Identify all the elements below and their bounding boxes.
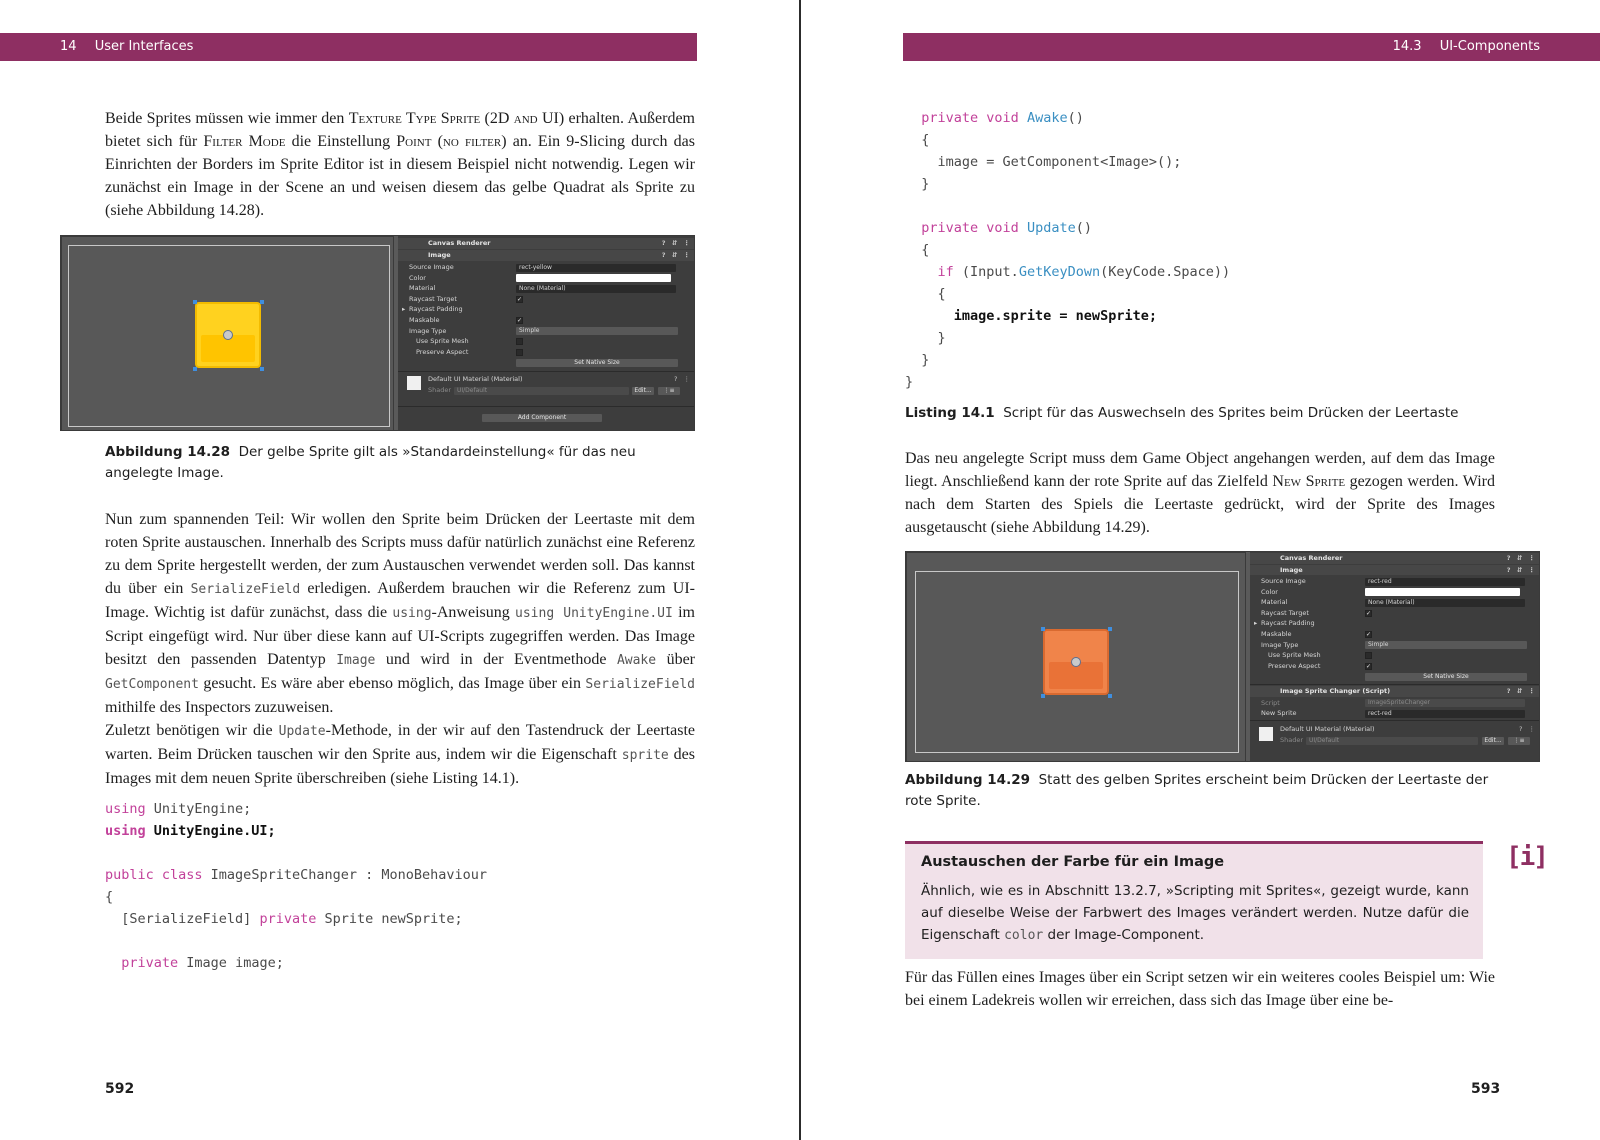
- text-run: UI) erhalten. Außerdem bietet sich für: [105, 110, 695, 150]
- shader-menu-button[interactable]: ⋮≡: [1508, 737, 1530, 745]
- default-material-row: [398, 374, 695, 385]
- code-line: private void Update(): [921, 220, 1092, 236]
- code-line: private Image image;: [121, 955, 284, 971]
- field-label: Maskable: [409, 316, 440, 324]
- code-line: image.sprite = newSprite;: [905, 308, 1157, 324]
- text-run: mithilfe des Inspectors zuzuweisen.: [105, 699, 334, 716]
- component-menu-icon: ? ⇵ ⋮: [661, 239, 692, 247]
- right-page: [801, 0, 1600, 1140]
- text-run: (: [431, 133, 443, 150]
- text-run: des Images mit dem neuen Sprite überschreiben (siehe Listing 14.1).: [105, 746, 696, 787]
- paragraph-fill: Für das Füllen eines Images über ein Script setzen wir ein weiteres cooles Beispiel um: Wie bei einem Ladekreis wollen wir erreichen, dass sich das Image über eine be-: [905, 969, 1495, 1009]
- add-component-button[interactable]: Add Component: [482, 414, 602, 422]
- pivot-gizmo-icon: [223, 330, 233, 340]
- material-row: [1250, 597, 1540, 608]
- text-run: -Methode, in der wir auf den Tastendruck der Leertaste warten. Beim Drücken tauschen wir den Sprite aus, indem wir die Eigenschaft: [105, 722, 695, 763]
- source-image-field[interactable]: rect-red: [1365, 578, 1525, 586]
- field-label: Preserve Aspect: [416, 347, 469, 356]
- scene-view: [61, 236, 394, 431]
- shader-edit-button[interactable]: Edit...: [1482, 737, 1504, 745]
- inspector-panel: [398, 236, 695, 431]
- field-label: Preserve Aspect: [1268, 661, 1321, 670]
- add-component-row: [398, 412, 695, 423]
- source-image-row: [1250, 576, 1540, 587]
- field-label: Color: [409, 273, 426, 282]
- paragraph-explanation: [105, 508, 695, 719]
- script-field: ImageSpriteChanger: [1365, 699, 1525, 707]
- divider: [398, 371, 695, 372]
- use-sprite-mesh-row: [1250, 650, 1540, 661]
- preserve-aspect-row: [1250, 661, 1540, 672]
- text-run: der Image-Component.: [1043, 927, 1205, 943]
- expand-arrow-icon[interactable]: ▸: [402, 305, 406, 313]
- text-run: Ähnlich, wie es in Abschnitt 13.2.7, »Scripting mit Sprites«, gezeigt wurde, kann auf dieselbe Weise der Farbwert des Images verändert werden. Nutze dafür die Eigenschaft: [921, 883, 1469, 943]
- inline-code: color: [1004, 928, 1044, 943]
- unity-screenshot-yellow: [60, 235, 695, 431]
- text-run: und wird in der Eventmethode: [375, 651, 617, 668]
- script-row: [1250, 698, 1540, 709]
- info-icon: [i]: [1506, 842, 1547, 872]
- text-run: die Einstellung: [285, 133, 397, 150]
- inline-code: SerializeField: [585, 677, 695, 692]
- component-menu-icon: ? ⇵ ⋮: [1506, 554, 1537, 562]
- field-label: Raycast Target: [1261, 608, 1309, 617]
- component-menu-icon: ? ⋮: [1518, 725, 1537, 733]
- inspector-panel: [1250, 552, 1540, 762]
- code-line: {: [905, 132, 930, 148]
- preserve-aspect-checkbox[interactable]: [516, 349, 523, 356]
- image-type-row: [398, 326, 695, 337]
- field-label: Raycast Padding: [1261, 619, 1315, 627]
- code-line: image = GetComponent<Image>();: [905, 154, 1182, 170]
- material-field[interactable]: None (Material): [516, 285, 676, 293]
- code-listing-part2: [905, 107, 1230, 393]
- new-sprite-row: [1250, 708, 1540, 719]
- inline-code: Awake: [616, 653, 657, 668]
- field-label: Use Sprite Mesh: [1268, 651, 1321, 659]
- section-number: 14.3: [1392, 39, 1422, 54]
- set-native-size-button[interactable]: Set Native Size: [1365, 673, 1527, 681]
- inline-code: GetComponent: [105, 677, 199, 692]
- field-label: New Sprite: [1261, 709, 1297, 717]
- listing-label: Listing 14.1: [905, 405, 995, 421]
- component-title: Image: [428, 251, 451, 259]
- set-native-size-button[interactable]: Set Native Size: [516, 359, 678, 367]
- use-sprite-mesh-checkbox[interactable]: [516, 338, 523, 345]
- raycast-padding-row: [398, 304, 695, 315]
- rect-handle: [1108, 627, 1112, 631]
- chapter-title: User Interfaces: [94, 39, 194, 54]
- figure-caption: [905, 770, 1495, 812]
- chapter-number: 14: [60, 39, 77, 54]
- image-type-dropdown[interactable]: Simple: [516, 327, 678, 335]
- inline-code: sprite: [621, 748, 669, 763]
- info-box: [905, 841, 1483, 959]
- expand-arrow-icon[interactable]: ▸: [1254, 619, 1258, 627]
- field-label: Material: [409, 284, 436, 292]
- component-title: Canvas Renderer: [1280, 554, 1343, 562]
- ui-term: Point: [396, 133, 432, 150]
- text-run: -Anweisung: [431, 604, 516, 621]
- material-row: [398, 283, 695, 294]
- raycast-target-checkbox[interactable]: ✓: [1366, 609, 1372, 617]
- inline-code: using: [392, 606, 432, 621]
- maskable-checkbox[interactable]: ✓: [517, 317, 523, 324]
- scene-view: [906, 552, 1246, 762]
- field-label: Shader: [428, 386, 452, 394]
- text-run: Nun zum spannenden Teil: Wir wollen den Sprite beim Drücken der Leertaste mit dem roten Sprite austauschen. Innerhalb des Scripts muss dafür natürlich zunächst eine Referenz zu dem Sprite hergestellt werden, der zum Austauschen verwendet werden soll. Das kannst du über ein: [105, 511, 695, 597]
- default-material-row: [1250, 724, 1540, 735]
- material-title: Default UI Material (Material): [1280, 725, 1375, 733]
- pivot-gizmo-icon: [1071, 657, 1081, 667]
- canvas-renderer-header: [398, 238, 695, 249]
- color-field[interactable]: [1365, 588, 1520, 596]
- component-title: Image Sprite Changer (Script): [1280, 687, 1391, 695]
- raycast-padding-row: [1250, 618, 1540, 629]
- code-line: using UnityEngine;: [105, 801, 252, 817]
- code-listing-part1: [105, 798, 487, 974]
- code-line: [SerializeField] private Sprite newSprite;: [105, 911, 463, 927]
- rect-handle: [1041, 627, 1045, 631]
- rect-handle: [1041, 694, 1045, 698]
- canvas-renderer-header: [1250, 553, 1540, 564]
- field-label: Source Image: [409, 263, 454, 271]
- code-line: [105, 842, 487, 864]
- image-header: [398, 250, 695, 261]
- code-line: if (Input.GetKeyDown(KeyCode.Space)): [937, 264, 1231, 280]
- source-image-row: [398, 262, 695, 273]
- text-run: erledigen. Außerdem brauchen wir die Referenz zum UI-Image. Wichtig ist dafür zunächst, dass die: [105, 580, 696, 621]
- shader-dropdown[interactable]: UI/Default: [454, 387, 629, 395]
- listing-caption: [905, 403, 1505, 424]
- code-line: }: [905, 330, 946, 346]
- page-number: 592: [105, 1081, 135, 1097]
- component-menu-icon: ? ⇵ ⋮: [1506, 687, 1537, 695]
- rect-handle: [1108, 694, 1112, 698]
- code-line: private void Awake(): [921, 110, 1084, 126]
- code-line: {: [105, 889, 114, 905]
- field-label: Shader: [1280, 736, 1304, 744]
- info-box-title: Austauschen der Farbe für ein Image: [921, 854, 1225, 870]
- ui-term: Filter Mode: [203, 133, 286, 150]
- color-row: [1250, 587, 1540, 598]
- rect-handle: [260, 300, 264, 304]
- paragraph-update: [105, 719, 695, 790]
- text-run: Das neu angelegte Script muss dem Game Object angehangen werden, auf dem das Image liegt. Anschließend kann der rote Sprite auf das Zielfeld: [905, 450, 1495, 490]
- field-label: Color: [1261, 587, 1278, 596]
- ui-term: and: [513, 110, 538, 127]
- new-sprite-field[interactable]: rect-red: [1365, 710, 1525, 718]
- material-field[interactable]: None (Material): [1365, 599, 1525, 607]
- inline-code: SerializeField: [190, 582, 301, 597]
- code-line: [105, 930, 487, 952]
- preserve-aspect-row: [398, 347, 695, 358]
- source-image-field[interactable]: rect-yellow: [516, 264, 676, 272]
- field-label: Script: [1261, 698, 1280, 707]
- text-run: ) an. Ein 9-Slicing durch das Einrichten der Borders im Sprite Editor ist in diesem Beispiel nicht notwendig. Legen wir zunächst ein Image in der Scene an und weisen diesem das gelbe Quadrat als Sprite zu (siehe Abbildung 14.28).: [105, 133, 695, 219]
- caption-text: Der gelbe Sprite gilt als »Standardeinstellung« für das neu angelegte Image.: [105, 444, 636, 481]
- text-run: gezogen werden. Wird nach dem Starten des Spiels die Leertaste gedrückt, wird der Sprite des Images ausgetauscht (siehe Abbildung 14.29).: [905, 473, 1495, 536]
- image-header: [1250, 565, 1540, 576]
- code-line: }: [905, 176, 930, 192]
- figure-caption: [105, 442, 695, 484]
- caption-text: Statt des gelben Sprites erscheint beim Drücken der Leertaste der rote Sprite.: [905, 772, 1489, 809]
- inline-code: using UnityEngine.UI: [515, 606, 673, 621]
- divider: [1250, 684, 1540, 685]
- raycast-target-row: [1250, 608, 1540, 619]
- field-label: Maskable: [1261, 630, 1292, 638]
- maskable-row: [398, 315, 695, 326]
- component-menu-icon: ? ⇵ ⋮: [661, 251, 692, 259]
- use-sprite-mesh-checkbox[interactable]: [1365, 652, 1372, 659]
- maskable-row: [1250, 629, 1540, 640]
- code-line: public class ImageSpriteChanger : MonoBehaviour: [105, 867, 488, 883]
- figure-label: Abbildung 14.29: [905, 772, 1030, 788]
- divider: [1250, 720, 1540, 721]
- chapter-header: [0, 33, 697, 61]
- material-title: Default UI Material (Material): [428, 375, 523, 383]
- text-run: Beide Sprites müssen wie immer den: [105, 110, 349, 127]
- rect-handle: [193, 300, 197, 304]
- maskable-checkbox[interactable]: ✓: [1366, 631, 1372, 638]
- shader-menu-button[interactable]: ⋮≡: [658, 387, 680, 395]
- native-size-row: [398, 357, 695, 368]
- field-label: Source Image: [1261, 577, 1306, 585]
- code-line: [905, 195, 1230, 217]
- code-line: }: [905, 352, 930, 368]
- color-row: [398, 273, 695, 284]
- unity-screenshot-red: [905, 551, 1540, 762]
- shader-dropdown[interactable]: UI/Default: [1306, 737, 1478, 745]
- field-label: Image Type: [1261, 640, 1299, 649]
- inline-code: Update: [278, 724, 326, 739]
- ui-term: no filter: [442, 133, 502, 150]
- field-label: Material: [1261, 598, 1288, 606]
- inline-code: Image: [336, 653, 376, 668]
- component-title: Image: [1280, 565, 1303, 574]
- component-menu-icon: ? ⋮: [673, 375, 692, 383]
- shader-edit-button[interactable]: Edit...: [632, 387, 654, 395]
- color-field[interactable]: [516, 274, 671, 282]
- text-run: über: [656, 651, 695, 668]
- rect-handle: [260, 367, 264, 371]
- raycast-target-checkbox[interactable]: ✓: [517, 295, 523, 303]
- shader-row: [398, 385, 695, 396]
- ui-term: New Sprite: [1272, 473, 1346, 490]
- image-type-dropdown[interactable]: Simple: [1365, 641, 1527, 649]
- code-line: using UnityEngine.UI;: [105, 823, 276, 839]
- section-header: [903, 33, 1600, 61]
- page-number: 593: [1471, 1081, 1501, 1097]
- paragraph-textures: [105, 107, 695, 222]
- image-type-row: [1250, 640, 1540, 651]
- text-run: Zuletzt benötigen wir die: [105, 722, 279, 739]
- divider: [398, 406, 695, 407]
- code-line: }: [905, 374, 914, 390]
- component-menu-icon: ? ⇵ ⋮: [1506, 565, 1537, 574]
- info-box-text: [921, 880, 1469, 947]
- paragraph-attach: [905, 447, 1495, 539]
- native-size-row: [1250, 671, 1540, 682]
- script-header: [1250, 686, 1540, 697]
- caption-text: Script für das Auswechseln des Sprites beim Drücken der Leertaste: [1003, 405, 1459, 421]
- shader-row: [1250, 735, 1540, 746]
- use-sprite-mesh-row: [398, 336, 695, 347]
- figure-label: Abbildung 14.28: [105, 444, 230, 460]
- field-label: Image Type: [409, 326, 447, 335]
- preserve-aspect-checkbox[interactable]: ✓: [1366, 662, 1372, 670]
- section-title: UI-Components: [1439, 39, 1540, 54]
- text-run: im Script eingefügt wird. Nur über diese kann auf UI-Scripts zugegriffen werden. Das Image besitzt den passenden Datentyp: [105, 604, 695, 668]
- ui-term: Texture Type Sprite: [348, 110, 481, 127]
- field-label: Raycast Padding: [409, 305, 463, 313]
- field-label: Use Sprite Mesh: [416, 337, 469, 345]
- rect-handle: [193, 367, 197, 371]
- field-label: Raycast Target: [409, 294, 457, 303]
- code-line: {: [905, 242, 930, 258]
- left-page: [0, 0, 799, 1140]
- component-title: Canvas Renderer: [428, 239, 491, 247]
- text-run: (2D: [480, 110, 514, 127]
- raycast-target-row: [398, 294, 695, 305]
- code-line: {: [905, 286, 946, 302]
- text-run: gesucht. Es wäre aber ebenso möglich, das Image über ein: [198, 675, 586, 692]
